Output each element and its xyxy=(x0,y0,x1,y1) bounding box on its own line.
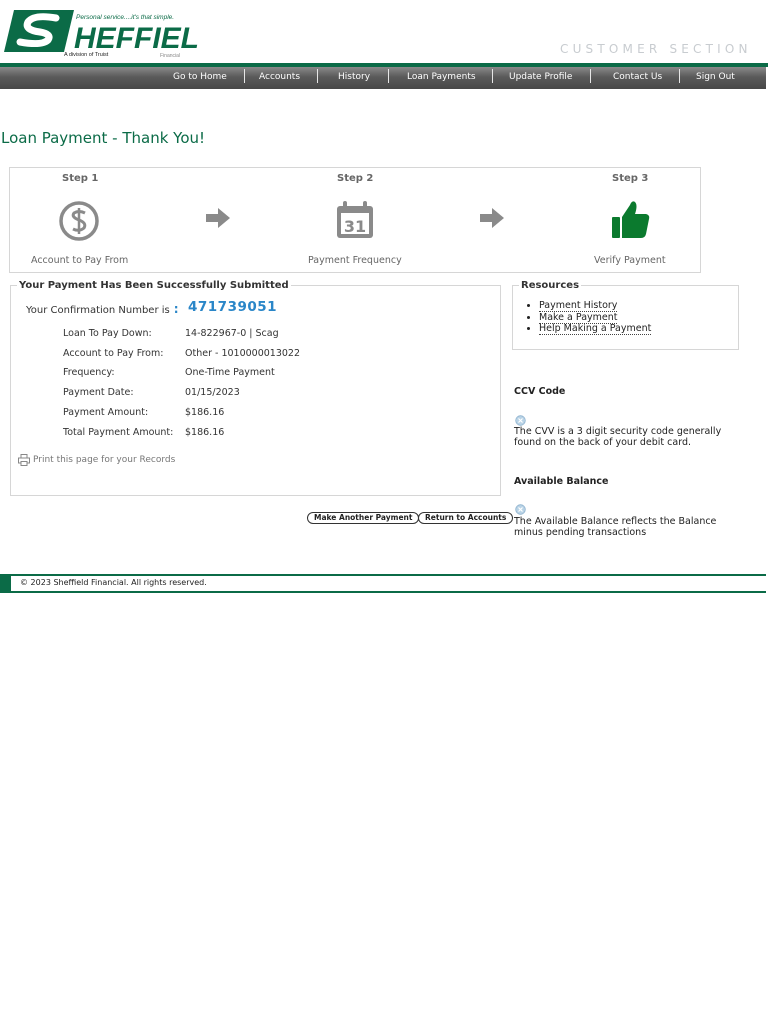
svg-text:31: 31 xyxy=(343,217,367,236)
nav-separator xyxy=(244,69,245,83)
step-2-caption: Payment Frequency xyxy=(308,255,402,266)
site-header xyxy=(0,0,768,64)
nav-home[interactable]: Go to Home xyxy=(173,72,227,82)
confirmation-number-label: Your Confirmation Number is : xyxy=(26,302,179,316)
make-another-payment-button[interactable]: Make Another Payment xyxy=(307,512,419,524)
step-2-label: Step 2 xyxy=(337,173,374,184)
ccv-description: The CVV is a 3 digit security code generally found on the back of your debit card. xyxy=(514,426,722,448)
help-making-payment-link[interactable]: Help Making a Payment xyxy=(539,323,652,334)
nav-separator xyxy=(590,69,591,83)
nav-loan-payments[interactable]: Loan Payments xyxy=(407,72,476,82)
sheffield-logo[interactable] xyxy=(4,8,198,60)
detail-label: Account to Pay From: xyxy=(63,348,164,359)
calendar-icon xyxy=(335,200,375,244)
resources-list xyxy=(539,300,651,335)
info-icon[interactable] xyxy=(515,415,526,426)
detail-value: One-Time Payment xyxy=(185,367,275,378)
detail-value: Other - 1010000013022 xyxy=(185,348,301,359)
available-balance-description: The Available Balance reflects the Balance minus pending transactions xyxy=(514,516,717,538)
main-nav xyxy=(0,67,766,89)
resources-panel xyxy=(512,280,739,350)
return-to-accounts-button[interactable]: Return to Accounts xyxy=(418,512,513,524)
nav-accounts[interactable]: Accounts xyxy=(259,72,301,82)
make-a-payment-link[interactable]: Make a Payment xyxy=(539,311,618,323)
confirmation-panel xyxy=(10,280,501,496)
detail-value: 01/15/2023 xyxy=(185,387,240,398)
resources-legend: Resources xyxy=(521,280,580,291)
printer-icon xyxy=(18,454,30,466)
detail-label: Payment Date: xyxy=(63,387,134,398)
step-1-caption: Account to Pay From xyxy=(31,255,129,266)
list-item xyxy=(539,312,651,324)
detail-value: $186.16 xyxy=(185,427,225,438)
detail-label: Total Payment Amount: xyxy=(63,427,174,438)
detail-label: Payment Amount: xyxy=(63,407,149,418)
page-title: Loan Payment - Thank You! xyxy=(1,129,206,147)
confirmation-legend: Your Payment Has Been Successfully Submitted xyxy=(19,280,289,291)
nav-sign-out[interactable]: Sign Out xyxy=(696,72,735,82)
nav-separator xyxy=(388,69,389,83)
available-balance-heading: Available Balance xyxy=(514,476,609,487)
list-item xyxy=(539,300,651,312)
print-link[interactable]: Print this page for your Records xyxy=(18,454,175,466)
list-item xyxy=(539,323,651,335)
dollar-icon xyxy=(58,201,100,245)
footer-accent xyxy=(0,576,11,591)
detail-label: Frequency: xyxy=(63,367,115,378)
nav-contact-us[interactable]: Contact Us xyxy=(613,72,663,82)
info-icon[interactable] xyxy=(515,504,526,515)
nav-separator xyxy=(679,69,680,83)
logo-wordmark: HEFFIEL xyxy=(74,22,198,55)
detail-value: $186.16 xyxy=(185,407,225,418)
payment-steps xyxy=(9,167,701,273)
site-footer xyxy=(0,574,766,593)
confirmation-number: 471739051 xyxy=(188,299,278,315)
step-1-label: Step 1 xyxy=(62,173,99,184)
svg-text:A division of Truist: A division of Truist xyxy=(64,52,109,58)
arrow-right-icon xyxy=(480,208,504,228)
detail-value: 14-822967-0 | Scag xyxy=(185,328,279,339)
svg-text:Financial: Financial xyxy=(160,53,181,59)
nav-separator xyxy=(317,69,318,83)
detail-label: Loan To Pay Down: xyxy=(63,328,152,339)
customer-section-title: CUSTOMER SECTION xyxy=(560,42,752,56)
step-3-label: Step 3 xyxy=(612,173,649,184)
svg-text:Personal service....it's that: Personal service....it's that simple. xyxy=(76,14,175,21)
nav-update-profile[interactable]: Update Profile xyxy=(509,72,573,82)
step-3-caption: Verify Payment xyxy=(594,255,666,266)
payment-history-link[interactable]: Payment History xyxy=(539,300,618,311)
thumbs-up-icon xyxy=(610,199,652,245)
ccv-heading: CCV Code xyxy=(514,386,566,397)
copyright-text: © 2023 Sheffield Financial. All rights reserved. xyxy=(20,578,207,587)
nav-separator xyxy=(492,69,493,83)
nav-history[interactable]: History xyxy=(338,72,371,82)
arrow-right-icon xyxy=(206,208,230,228)
